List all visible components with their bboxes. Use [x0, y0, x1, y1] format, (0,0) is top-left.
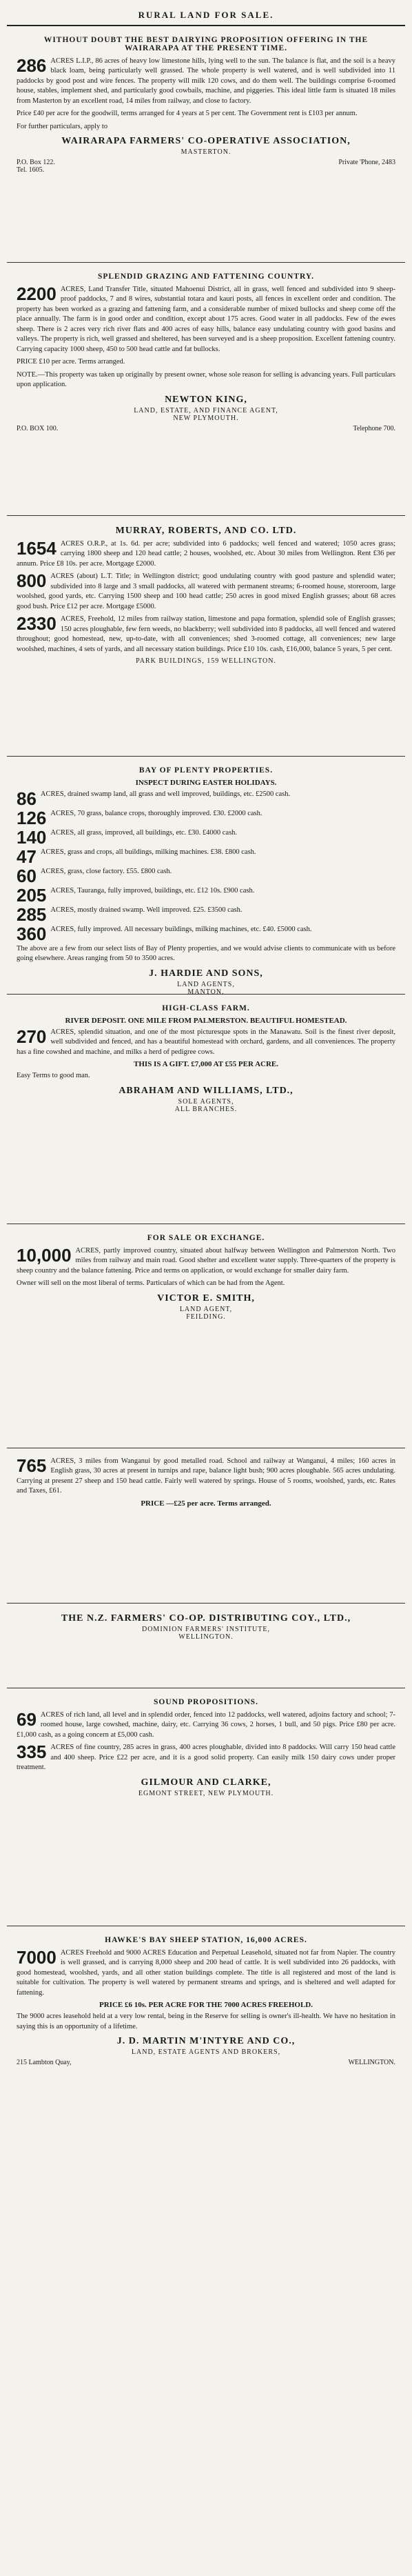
acreage-figure: 335 — [17, 1741, 47, 1763]
agent-name: GILMOUR AND CLARKE, — [141, 1777, 271, 1788]
listing-text: ACRES (about) L.T. Title; in Wellington district; good undulating country with good pasture and splendid water; subdivided into 8 large and 3 small paddocks, all watered with permanent streams; 6-roomed house, storeroom, large woolshed, good yards, etc. Carrying 1500 sheep and 100 head cattle; 250 acres in good mixed English grasses; about 68 acres good bush. Price £12 per acre. Mortgage £5000. — [17, 572, 395, 610]
acreage-figure: 285 — [17, 904, 47, 925]
listing-text: ACRES, all grass, improved, all buildings, etc. £30. £4000 cash. — [50, 829, 238, 837]
agent-location: EGMONT STREET, NEW PLYMOUTH. — [138, 1789, 274, 1797]
ad-heading: HAWKE'S BAY SHEEP STATION, 16,000 ACRES. — [105, 1936, 307, 1944]
agent-location: MASTERTON. — [181, 148, 231, 157]
acreage-figure: 286 — [17, 55, 47, 76]
listing-list — [17, 788, 395, 944]
listing-text: ACRES, grass and crops, all buildings, milking machines. £38. £800 cash. — [40, 848, 256, 856]
ad-wanganui-765 — [7, 1448, 405, 1604]
listing-paragraph — [17, 1948, 395, 1998]
listing-paragraph — [17, 1457, 395, 1497]
listing-text: ACRES, mostly drained swamp. Well improved. £25. £3500 cash. — [50, 906, 243, 914]
ad-wairarapa-dairy — [7, 26, 405, 263]
listing-text: ACRES, 70 grass, balance crops, thoroughly improved. £30. £2000 cash. — [50, 810, 262, 817]
acreage-figure: 7000 — [17, 1947, 56, 1968]
agent-name: NEWTON KING, — [165, 394, 247, 405]
agent-subtitle: DOMINION FARMERS' INSTITUTE, — [141, 1626, 270, 1633]
po-box: P.O. BOX 100. — [17, 424, 59, 432]
acreage-figure: 47 — [17, 846, 37, 867]
listing-text: ACRES, partly improved country, situated about halfway between Wellington and Palmerston North. Two miles from railway and main road. Good shelter and excellent water supply. Three-quarters of the property is sheep country and the balance fattening. Price and terms on application, or would exchange for smaller dairy farm. — [17, 1247, 395, 1275]
list-item — [17, 788, 395, 809]
acreage-figure: 2330 — [17, 613, 56, 635]
ad-mahoenui-grazing — [7, 263, 405, 516]
ad-bay-of-plenty — [7, 757, 405, 995]
private-phone: Private 'Phone, 2483 — [338, 159, 395, 167]
acreage-figure: 10,000 — [17, 1245, 72, 1266]
listing-text: ACRES, drained swamp land, all grass and well improved, buildings, etc. £2500 cash. — [40, 790, 291, 798]
agent-location: WELLINGTON. — [178, 1633, 234, 1641]
contact-row — [17, 425, 395, 432]
listing-text: ACRES of fine country, 285 acres in grass, 400 acres ploughable, divided into 8 paddocks. Will carry 150 head cattle and 400 sheep. Price £22 per acre, and it is a good solid property. Can easily milk 150 dairy cows under proper treatment. — [17, 1744, 395, 1772]
agent-location: FEILDING. — [186, 1312, 226, 1321]
agent-subtitle: SOLE AGENTS, — [178, 1097, 234, 1106]
listing-paragraph — [17, 572, 395, 612]
list-item — [17, 885, 395, 906]
ad-heading: BAY OF PLENTY PROPERTIES. — [138, 766, 274, 775]
listing-paragraph — [17, 539, 395, 569]
acreage-figure: 1654 — [17, 538, 56, 559]
agent-location: WELLINGTON. — [348, 2059, 395, 2067]
ad-heading: SPLENDID GRAZING AND FATTENING COUNTRY. — [97, 272, 315, 281]
listing-paragraph — [17, 285, 395, 355]
acreage-figure: 2200 — [17, 283, 56, 304]
agent-subtitle: LAND, ESTATE, AND FINANCE AGENT, — [134, 406, 278, 415]
contact-row — [17, 2059, 395, 2066]
listing-text: ACRES O.R.P., at 1s. 6d. per acre; subdivided into 6 paddocks; well fenced and watered; 1050 acres grass; carrying 1800 sheep and 120 head cattle; 2 houses, woolshed, etc. About 30 miles from Wellington. Rent £36 per annum. Price £8 10s. per acre. Mortgage £2000. — [17, 540, 395, 568]
listing-text: ACRES, fully improved. All necessary buildings, milking machines, etc. £40. £5000 cash. — [50, 926, 312, 933]
listing-text: ACRES, Land Transfer Title, situated Mahoenui District, all in grass, well fenced and subdivided into 9 sheep-proof paddocks, 7 and 8 wires, substantial totara and kauri posts, all fences in excellent order and condition. The property has been worked as a grazing and fattening farm, and a considerable number of mixed bullocks and sheep come off the place annually. The farm is in good order and condition, except about 175 acres. Good water in all paddocks. Few of the ewes sheep. There is 2 acres very rich river flats and 400 acres of easy hills, balance easy undulating country with good basins and valleys. The property is rich, well grassed and sheltered, has been surveyed and is a sheep proposition. Excellent fattening country. Carrying capacity 1000 sheep, 450 to 500 head cattle and fat bullocks. — [17, 286, 395, 353]
list-item — [17, 827, 395, 848]
terms-text: Easy Terms to good man. — [17, 1072, 90, 1080]
listing-text: ACRES, 3 miles from Wanganui by good metalled road. School and railway at Wanganui, 4 miles; 160 acres in English grass, 30 acres at present in turnips and rape, balance light bush; 900 acres ploughable. 565 acres undulating. Carrying at present 27 sheep and 150 head cattle. Fairly well watered by springs. House of 5 rooms, woolshed, yards, etc. Rates and Taxes, £61. — [17, 1457, 395, 1495]
list-item — [17, 923, 395, 944]
ad-heading: FOR SALE OR EXCHANGE. — [147, 1234, 265, 1242]
listing-text: ACRES, Tauranga, fully improved, buildings, etc. £12 10s. £900 cash. — [50, 887, 255, 895]
agent-name: J. D. MARTIN M'INTYRE AND CO., — [116, 2036, 296, 2047]
agent-name: MURRAY, ROBERTS, AND CO. LTD. — [115, 526, 297, 536]
listing-paragraph — [17, 1246, 395, 1276]
agent-address: 215 Lambton Quay, — [17, 2059, 72, 2067]
ad-subheading: RIVER DEPOSIT. ONE MILE FROM PALMERSTON. BEAUTIFUL HOMESTEAD. — [65, 1017, 347, 1025]
agent-subtitle: LAND AGENTS, — [177, 980, 235, 988]
listing-text: ACRES, grass, close factory. £55. £800 cash. — [40, 868, 172, 875]
acreage-figure: 86 — [17, 788, 37, 809]
ad-heading: HIGH-CLASS FARM. — [162, 1004, 250, 1012]
ad-subheading: INSPECT DURING EASTER HOLIDAYS. — [135, 779, 277, 787]
listing-text: ACRES Freehold and 9000 ACRES Education and Perpetual Leasehold, situated not far from Napier. The country is well grassed, and is carrying 8,000 sheep and 200 head of cattle. It is well subdivided into 26 paddocks, with good homestead, woolshed, yards, and all other station buildings complete. The title is all registered and most of the land is suitable for cultivation. The property is well watered by permanent streams and springs, and is sheltered and well adapted for fattening. — [17, 1949, 395, 1997]
agent-name: ABRAHAM AND WILLIAMS, LTD., — [119, 1085, 293, 1096]
agent-subtitle: LAND, ESTATE AGENTS AND BROKERS, — [131, 2048, 281, 2057]
acreage-figure: 126 — [17, 808, 47, 828]
acreage-figure: 60 — [17, 866, 37, 886]
agent-subtitle: LAND AGENT, — [179, 1305, 233, 1313]
price-text: Price £40 per acre for the goodwill, terms arranged for 4 years at 5 per cent. The Government rent is £103 per annum. — [17, 110, 358, 118]
agent-location: MANTON. — [187, 988, 225, 996]
agent-name: J. HARDIE AND SONS, — [149, 968, 263, 979]
listing-text: ACRES, Freehold, 12 miles from railway station, limestone and papa formation, splendid sole of English grasses; 150 acres ploughable, few fern weeds, no blackberry; well subdivided into 8 paddocks, all well fenced and watered throughout; good homestead, new, up-to-date, with all conveniences; shed 3-roomed cottage, all conveniences; new large woolshed, machines, 4 sets of yards, and all necessary station buildings. Price £10 10s. cash, £16,000, balance 5 years, 5 per cent. — [17, 615, 395, 653]
listing-paragraph — [17, 1743, 395, 1773]
ad-heading: SOUND PROPOSITIONS. — [154, 1698, 258, 1706]
acreage-figure: 205 — [17, 885, 47, 906]
list-item — [17, 866, 395, 886]
telephone: Telephone 700. — [353, 424, 395, 432]
po-box: P.O. Box 122. — [17, 159, 55, 167]
masthead: RURAL LAND FOR SALE. — [7, 7, 405, 26]
list-item — [17, 846, 395, 867]
note-text: NOTE.—This property was taken up originally by present owner, whose sole reason for selling is advancing years. Full particulars upon application. — [17, 370, 395, 389]
list-item — [17, 809, 395, 826]
agent-location: NEW PLYMOUTH. — [173, 414, 239, 422]
acreage-figure: 140 — [17, 827, 47, 848]
telephone: Tel. 1605. — [17, 166, 45, 174]
ad-high-class-farm — [7, 995, 405, 1224]
owner-note: Owner will sell on the most liberal of terms. Particulars of which can be had from the Agent. — [17, 1279, 285, 1288]
agent-address: PARK BUILDINGS, 159 WELLINGTON. — [136, 657, 276, 666]
price-text: PRICE £10 per acre. Terms arranged. — [17, 358, 125, 366]
agent-location: ALL BRANCHES. — [174, 1105, 238, 1113]
listing-paragraph — [17, 1028, 395, 1057]
ad-nz-farmers-coop — [7, 1604, 405, 1688]
price-text: PRICE —£25 per acre. Terms arranged. — [141, 1499, 271, 1508]
acreage-figure: 69 — [17, 1709, 37, 1730]
agent-name: WAIRARAPA FARMERS' CO-OPERATIVE ASSOCIATION, — [61, 136, 351, 147]
agent-name: VICTOR E. SMITH, — [157, 1292, 255, 1304]
price-text: PRICE £6 10s. PER ACRE FOR THE 7000 ACRES FREEHOLD. — [99, 2001, 313, 2010]
listing-text: ACRES of rich land, all level and in splendid order, fenced into 12 paddocks, well watered, adjoins factory and school; 7-roomed house, large cowshed, machine, dairy, etc. Carrying 36 cows, 2 horses, 1 bull, and 50 pigs. Price £80 per acre. £1,000 cash, as a going concern at £5,000 cash. — [17, 1711, 395, 1739]
ad-sound-propositions — [7, 1688, 405, 1926]
agent-name: THE N.Z. FARMERS' CO-OP. DISTRIBUTING COY., LTD., — [61, 1613, 351, 1624]
ad-sale-or-exchange — [7, 1224, 405, 1448]
ad-murray-roberts — [7, 516, 405, 757]
listing-paragraph — [17, 1710, 395, 1740]
ad-heading: WITHOUT DOUBT THE BEST DAIRYING PROPOSITION OFFERING IN THE WAIRARAPA AT THE PRESENT TIME. — [43, 36, 369, 52]
contact-row — [17, 159, 395, 174]
acreage-figure: 800 — [17, 570, 47, 592]
acreage-figure: 270 — [17, 1026, 47, 1047]
listing-text: ACRES, splendid situation, and one of the most picturesque spots in the Manawatu. Soil is the finest river deposit, well subdivided and fenced, and has a beautiful homestead with orchard, gardens, and all conveniences. The property has a fine cowshed and machine, and milks a herd of pedigree cows. — [17, 1028, 395, 1056]
note-text: The above are a few from our select lists of Bay of Plenty properties, and we would advise clients to communicate with us before going elsewhere. Areas ranging from 50 to 3500 acres. — [17, 945, 395, 963]
list-item — [17, 904, 395, 925]
acreage-figure: 765 — [17, 1455, 47, 1476]
note-text: The 9000 acres leasehold held at a very low rental, being in the Reserve for selling is owner's ill-health. We have no hesitation in saying this is an opportunity of a lifetime. — [17, 2013, 395, 2030]
further-particulars: For further particulars, apply to — [17, 122, 108, 130]
price-text: THIS IS A GIFT. £7,000 AT £55 PER ACRE. — [134, 1060, 278, 1069]
listing-paragraph — [17, 57, 395, 106]
ad-hawkes-bay-station — [7, 1926, 405, 2216]
listing-paragraph — [17, 615, 395, 655]
newspaper-page — [7, 7, 405, 2562]
acreage-figure: 360 — [17, 923, 47, 944]
listing-text: ACRES L.I.P., 86 acres of heavy low limestone hills, lying well to the sun. The balance is flat, and the soil is a heavy black loam, being particularly well grassed. The whole property is well watered, and is well subdivided into 11 paddocks by good post and wire fences. The property will milk 120 cows, and do them well. The buildings comprise 6-roomed house, stables, implement shed, and particularly good cowbails, machine, and piggeries. This ideal little farm is situated 18 miles from Masterton by an excellent road, 14 miles from railway, and close to factory. — [17, 57, 395, 105]
